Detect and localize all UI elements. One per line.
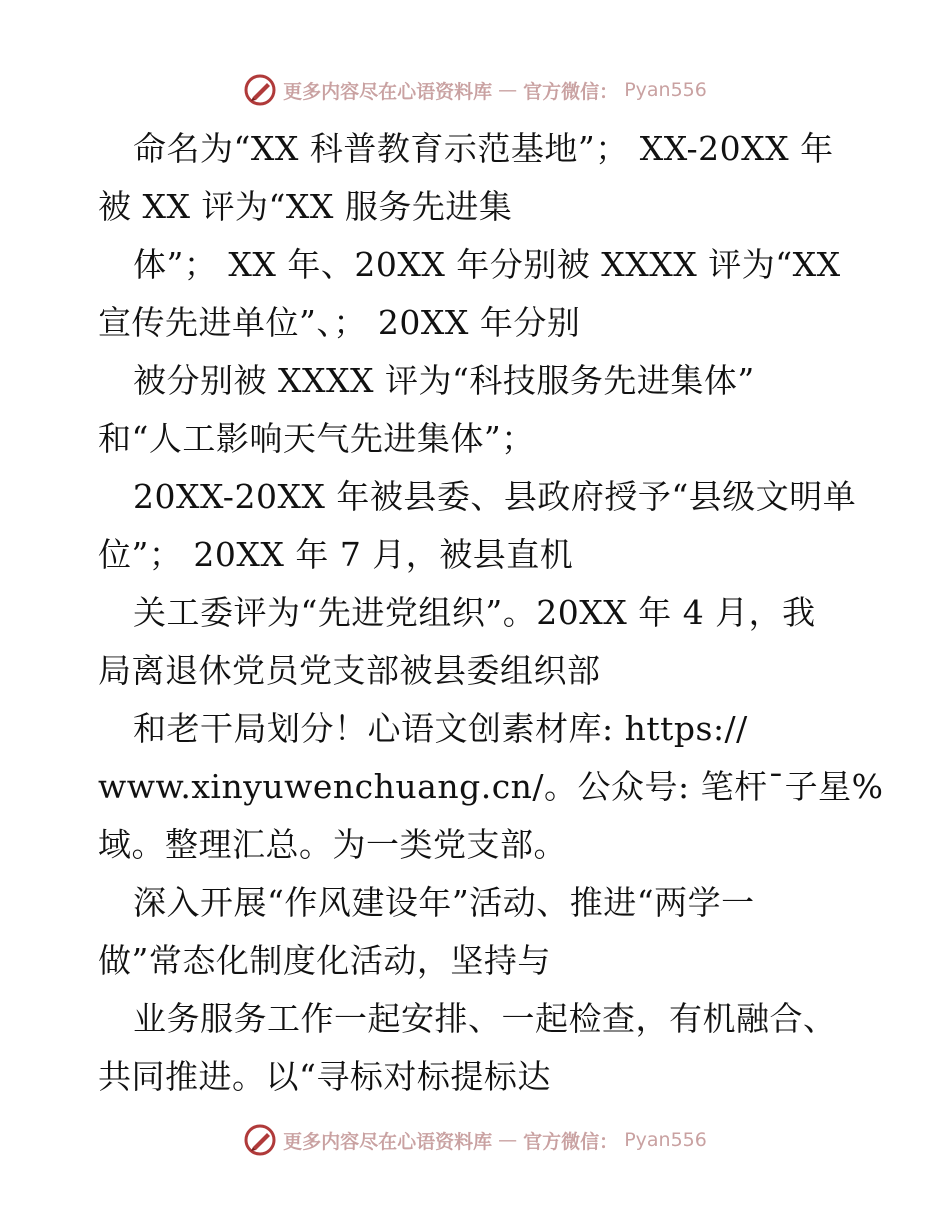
footer-official-label: 官方微信： xyxy=(523,1130,619,1153)
body-line-2: 被 XX 评为“XX 服务先进集 xyxy=(98,187,513,226)
body-line-15: 做”常态化制度化活动，坚持与 xyxy=(98,941,551,980)
body-line-16: 业务服务工作一起安排、一起检查，有机融合、 xyxy=(133,999,837,1038)
footer-handle: Pyan556 xyxy=(624,1129,707,1151)
pen-logo-icon xyxy=(243,73,277,107)
body-line-17: 共同推进。以“寻标对标提标达 xyxy=(98,1057,551,1096)
header-separator: — xyxy=(498,79,518,101)
pen-logo-icon xyxy=(243,1123,277,1157)
header-banner-text: 更多内容尽在心语资料库 xyxy=(283,80,493,103)
header-handle: Pyan556 xyxy=(624,79,707,101)
body-line-13: 域。整理汇总。为一类党支部。 xyxy=(98,825,567,864)
body-line-1: 命名为“XX 科普教育示范基地”； XX-20XX 年 xyxy=(133,129,834,168)
body-line-14: 深入开展“作风建设年”活动、推进“两学一 xyxy=(133,883,755,922)
body-line-9: 关工委评为“先进党组织”。20XX 年 4 月，我 xyxy=(133,593,816,632)
body-line-6: 和“人工影响天气先进集体”； xyxy=(98,419,535,458)
header-watermark xyxy=(0,70,950,110)
body-line-7: 20XX-20XX 年被县委、县政府授予“县级文明单 xyxy=(133,477,857,516)
body-line-3: 体”； XX 年、20XX 年分别被 XXXX 评为“XX xyxy=(133,245,841,284)
footer-watermark xyxy=(0,1120,950,1160)
body-line-12: www.xinyuwenchuang.cn/。公众号: 笔杆¯子星% xyxy=(98,767,884,806)
document-body xyxy=(0,120,950,1106)
footer-banner-text: 更多内容尽在心语资料库 xyxy=(283,1130,493,1153)
body-line-10: 局离退休党员党支部被县委组织部 xyxy=(98,651,601,690)
header-official-label: 官方微信： xyxy=(523,80,619,103)
body-line-8: 位”； 20XX 年 7 月，被县直机 xyxy=(98,535,574,574)
footer-separator: — xyxy=(498,1129,518,1151)
body-line-11: 和老干局划分！心语文创素材库: https:// xyxy=(133,709,748,748)
body-line-5: 被分别被 XXXX 评为“科技服务先进集体” xyxy=(133,361,755,400)
body-line-4: 宣传先进单位”、； 20XX 年分别 xyxy=(98,303,581,342)
